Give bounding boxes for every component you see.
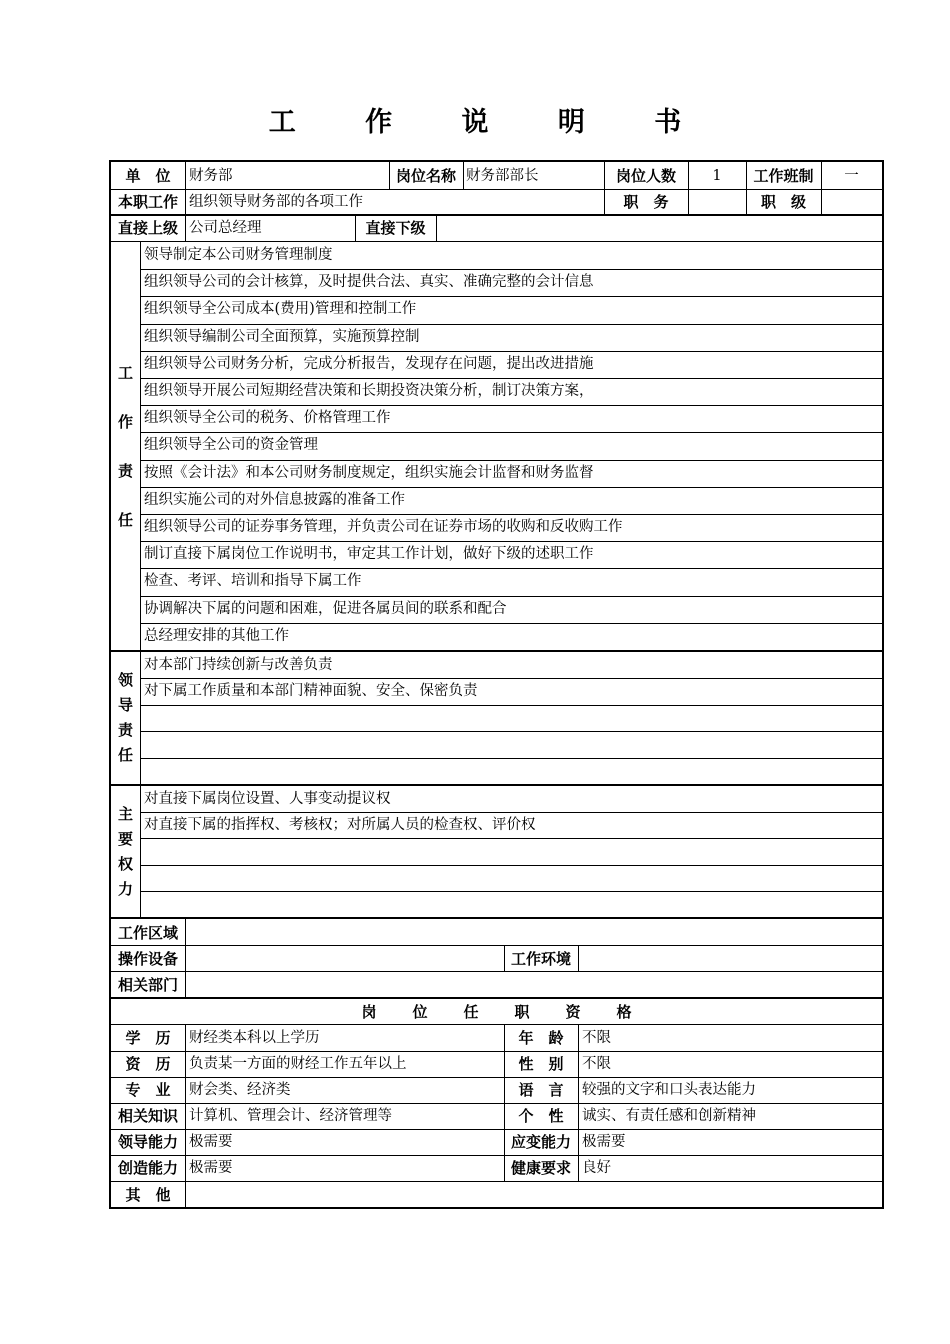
row-line (140, 432, 884, 433)
leadership-item: 对下属工作质量和本部门精神面貌、安全、保密负责 (144, 683, 478, 699)
headcount-value: 1 (712, 168, 722, 184)
row-line (140, 623, 884, 624)
leadership-label: 领 导 责 任 (117, 671, 133, 764)
responsibility-item: 制订直接下属岗位工作说明书，审定其工作计划，做好下级的述职工作 (144, 546, 594, 562)
subordinate-label: 直接下级 (365, 219, 426, 237)
row-line (109, 971, 884, 972)
qualification-value: 诚实、有责任感和创新精神 (582, 1108, 756, 1124)
work-environment-label: 工作环境 (510, 950, 571, 968)
responsibility-item: 组织领导全公司的税务、价格管理工作 (144, 410, 391, 426)
col-line (578, 946, 579, 971)
authority-item: 对直接下属岗位设置、人事变动提议权 (144, 791, 391, 807)
qualifications-title: 岗 位 任 职 资 格 (361, 1003, 632, 1021)
qualification-value: 较强的文字和口头表达能力 (582, 1082, 756, 1098)
col-line (140, 786, 141, 918)
row-line (109, 945, 884, 946)
role-value: 组织领导财务部的各项工作 (189, 194, 363, 210)
qualification-value: 不限 (582, 1030, 611, 1046)
row-line (140, 296, 884, 297)
col-line (185, 162, 186, 214)
level-label: 职 级 (760, 193, 806, 211)
row-line (140, 351, 884, 352)
qualification-value: 极需要 (582, 1134, 626, 1150)
row-line (140, 596, 884, 597)
qualification-label: 创造能力 (117, 1159, 178, 1177)
row-line (140, 838, 884, 839)
row-line (140, 460, 884, 461)
equipment-label: 操作设备 (117, 950, 178, 968)
responsibility-item: 组织领导全公司成本(费用)管理和控制工作 (144, 301, 417, 317)
responsibility-item: 组织领导全公司的资金管理 (144, 437, 318, 453)
col-line (185, 919, 186, 997)
responsibilities-label: 工 作 责 任 (117, 364, 133, 529)
responsibility-item: 组织领导开展公司短期经营决策和长期投资决策分析，制订决策方案， (144, 383, 594, 399)
row-line (140, 514, 884, 515)
headcount-label: 岗位人数 (615, 167, 676, 185)
row-line (140, 378, 884, 379)
position-name-label: 岗位名称 (395, 167, 456, 185)
responsibility-item: 协调解决下属的问题和困难，促进各属员间的联系和配合 (144, 601, 507, 617)
superior-label: 直接上级 (117, 219, 178, 237)
qualification-label: 专 业 (125, 1081, 171, 1099)
qualification-label: 学 历 (125, 1029, 171, 1047)
qualification-label: 相关知识 (117, 1107, 178, 1125)
qualification-value: 财经类本科以上学历 (189, 1030, 320, 1046)
qualification-label: 语 言 (518, 1081, 564, 1099)
work-area-label: 工作区域 (117, 924, 178, 942)
qualification-value: 不限 (582, 1056, 611, 1072)
authority-item: 对直接下属的指挥权、考核权；对所属人员的检查权、评价权 (144, 817, 536, 833)
authority-label: 主 要 权 力 (117, 805, 133, 898)
row-line (140, 891, 884, 892)
qualification-value: 负责某一方面的财经工作五年以上 (189, 1056, 407, 1072)
shift-value: 一 (844, 168, 859, 184)
row-line (140, 487, 884, 488)
row-line (140, 568, 884, 569)
section-divider (109, 917, 884, 919)
col-line (140, 652, 141, 785)
responsibility-item: 领导制定本公司财务管理制度 (144, 247, 333, 263)
row-line (140, 812, 884, 813)
responsibility-item: 组织领导编制公司全面预算，实施预算控制 (144, 329, 420, 345)
col-line (185, 1025, 186, 1207)
qualification-label: 健康要求 (510, 1159, 571, 1177)
row-line (140, 541, 884, 542)
unit-label: 单 位 (125, 167, 171, 185)
responsibility-item: 组织实施公司的对外信息披露的准备工作 (144, 492, 405, 508)
qualification-value: 计算机、管理会计、经济管理等 (189, 1108, 392, 1124)
row-line (140, 269, 884, 270)
col-line (436, 215, 437, 241)
row-line (140, 705, 884, 706)
document-title: 工 作 说 明 书 (268, 107, 712, 138)
unit-value: 财务部 (189, 168, 233, 184)
qualification-value: 极需要 (189, 1160, 233, 1176)
responsibility-item: 组织领导公司的证券事务管理，并负责公司在证券市场的收购和反收购工作 (144, 519, 623, 535)
shift-label: 工作班制 (753, 167, 814, 185)
row-line (109, 1181, 884, 1182)
qualification-label: 资 历 (125, 1055, 171, 1073)
qualification-label: 性 别 (518, 1055, 564, 1073)
qualification-label: 应变能力 (510, 1133, 571, 1151)
responsibility-item: 组织领导公司财务分析，完成分析报告，发现存在问题，提出改进措施 (144, 356, 594, 372)
row-line (140, 731, 884, 732)
col-line (140, 242, 141, 651)
responsibility-item: 按照《会计法》和本公司财务制度规定，组织实施会计监督和财务监督 (144, 465, 594, 481)
position-name-value: 财务部部长 (466, 168, 539, 184)
responsibility-item: 组织领导公司的会计核算，及时提供合法、真实、准确完整的会计信息 (144, 274, 594, 290)
qualification-value: 极需要 (189, 1134, 233, 1150)
superior-value: 公司总经理 (189, 220, 262, 236)
role-label: 本职工作 (117, 193, 178, 211)
qualification-value: 良好 (582, 1160, 611, 1176)
col-line (185, 215, 186, 241)
row-line (140, 405, 884, 406)
leadership-item: 对本部门持续创新与改善负责 (144, 657, 333, 673)
responsibility-item: 检查、考评、培训和指导下属工作 (144, 573, 362, 589)
col-line (463, 162, 464, 189)
row-line (140, 678, 884, 679)
duty-label: 职 务 (623, 193, 669, 211)
row-line (140, 758, 884, 759)
responsibility-item: 总经理安排的其他工作 (144, 628, 289, 644)
related-dept-label: 相关部门 (117, 976, 178, 994)
qualification-value: 财会类、经济类 (189, 1082, 291, 1098)
row-line (140, 324, 884, 325)
other-label: 其 他 (125, 1186, 171, 1204)
qualification-label: 领导能力 (117, 1133, 178, 1151)
qualification-label: 个 性 (518, 1107, 564, 1125)
row-line (140, 865, 884, 866)
qualification-label: 年 龄 (518, 1029, 564, 1047)
